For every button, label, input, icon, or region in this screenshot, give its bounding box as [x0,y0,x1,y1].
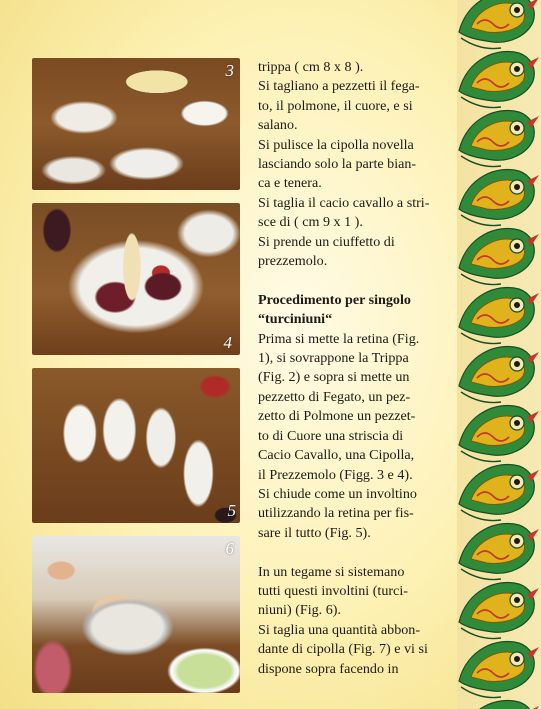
text-line: Cacio Cavallo, una Cipolla, [258,447,415,464]
stylized-bird-icon [459,701,539,709]
figure-number: 6 [225,539,234,558]
stylized-bird-icon [459,347,539,403]
photo-figure-6 [32,536,240,693]
text-line: trippa ( cm 8 x 8 ). [258,59,364,75]
text-line: il Prezzemolo (Figg. 3 e 4). [258,466,413,483]
photo-figure-4 [32,203,240,355]
text-line: ca e tenera. [258,175,322,192]
stylized-bird-icon [459,229,539,285]
text-line: dispone sopra facendo in [258,660,399,677]
recipe-text [258,58,446,679]
blank-line [258,543,446,562]
bird-pattern [457,0,541,709]
text-line: salano. [258,117,298,134]
stylized-bird-icon [459,642,539,698]
stylized-bird-icon [459,111,539,167]
text-line: 1), si sovrappone la Trippa [258,350,409,367]
text-line: Si taglia il cacio cavallo a stri- [258,194,430,211]
figure-number: 4 [223,333,232,352]
text-line: zetto di Polmone un pezzet- [258,408,416,425]
text-line: pezzetto di Fegato, un pez- [258,388,411,405]
stylized-bird-icon [459,583,539,639]
photo-figure-5 [32,368,240,523]
decorative-border [457,0,541,709]
text-line: niuni) (Fig. 6). [258,602,341,619]
blank-line [258,271,446,290]
stylized-bird-icon [459,0,539,49]
text-line: dante di cipolla (Fig. 7) e vi si [258,641,428,658]
text-line: In un tegame si sistemano [258,563,405,580]
text-line: to di Cuore una striscia di [258,427,404,444]
text-line: utilizzando la retina per fis- [258,505,414,522]
stylized-bird-icon [459,288,539,344]
text-line: lasciando solo la parte bian- [258,156,417,173]
text-line: Si chiude come un involtino [258,485,417,502]
figure-number: 3 [225,61,234,80]
text-line: Prima si mette la retina (Fig. [258,330,420,347]
text-line: sce di ( cm 9 x 1 ). [258,214,363,231]
stylized-bird-icon [459,52,539,108]
text-line: to, il polmone, il cuore, e si [258,97,413,114]
text-line: Si pulisce la cipolla novella [258,136,414,153]
text-line: Si taglia una quantità abbon- [258,621,421,638]
text-line: (Fig. 2) e sopra si mette un [258,369,410,386]
photo-figure-3 [32,58,240,190]
section-heading-subtitle: “turciniuni“ [258,311,333,328]
stylized-bird-icon [459,465,539,521]
text-line: sare il tutto (Fig. 5). [258,524,371,541]
figure-number: 5 [227,501,236,520]
text-line: prezzemolo. [258,253,328,270]
text-line: tutti questi involtini (turci- [258,582,408,599]
text-line: Si prende un ciuffetto di [258,233,395,250]
section-heading: Procedimento per singolo [258,291,411,308]
stylized-bird-icon [459,170,539,226]
text-line: Si tagliano a pezzetti il fega- [258,78,420,95]
stylized-bird-icon [459,524,539,580]
stylized-bird-icon [459,406,539,462]
